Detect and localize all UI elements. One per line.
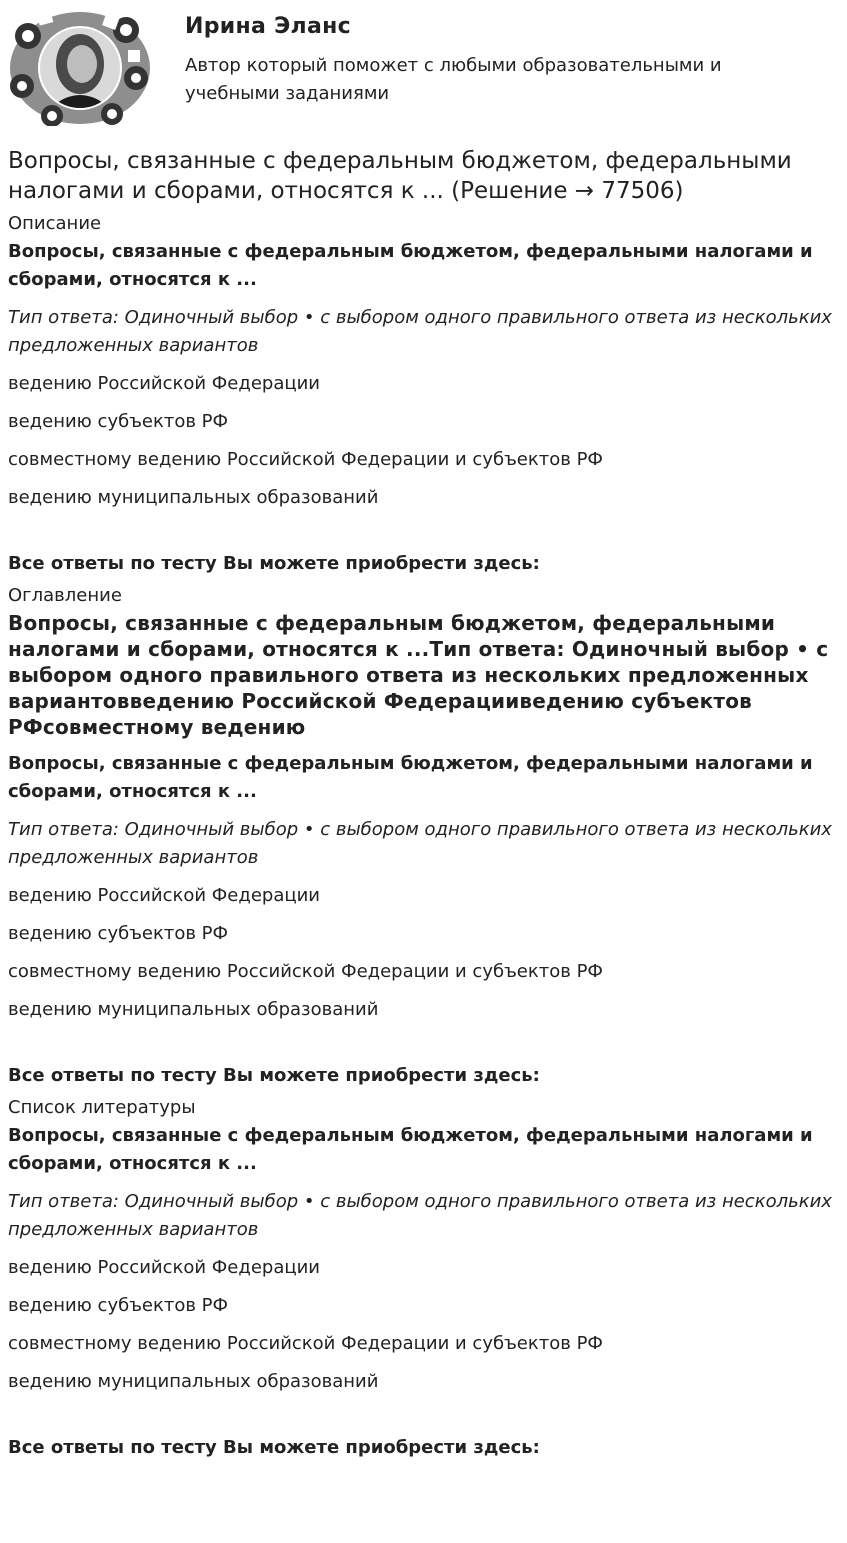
answer-option: совместному ведению Российской Федерации и субъектов РФ — [8, 1333, 603, 1354]
description-section — [8, 212, 840, 578]
answer-type: Тип ответа: Одиночный выбор • с выбором одного правильного ответа из нескольких предложенных вариантов — [8, 1191, 832, 1240]
question-text: Вопросы, связанные с федеральным бюджетом, федеральными налогами и сборами, относятся к ... — [8, 1125, 813, 1174]
buy-answers-text: Все ответы по тесту Вы можете приобрести здесь: — [8, 553, 540, 574]
author-name[interactable]: Ирина Эланс — [185, 14, 351, 39]
answer-option: ведению Российской Федерации — [8, 373, 320, 394]
answer-option: ведению муниципальных образований — [8, 1371, 379, 1392]
page-title: Вопросы, связанные с федеральным бюджетом, федеральными налогами и сборами, относятся к ... (Решение → 77506) — [8, 148, 792, 204]
answer-option: ведению Российской Федерации — [8, 885, 320, 906]
main-content — [8, 146, 840, 1466]
answer-option: ведению муниципальных образований — [8, 487, 379, 508]
question-text: Вопросы, связанные с федеральным бюджетом, федеральными налогами и сборами, относятся к ... — [8, 753, 813, 802]
answer-option: ведению субъектов РФ — [8, 1295, 229, 1316]
contents-summary: Вопросы, связанные с федеральным бюджетом, федеральными налогами и сборами, относятся к ...Тип ответа: Одиночный выбор • с выбором одного правильного ответа из нескольких предложенных вариантовведению Российской Федерацииведению субъектов РФсовместному ведению — [8, 611, 829, 739]
author-description: Автор который поможет с любыми образовательными и учебными заданиями — [185, 55, 722, 104]
buy-answers-text: Все ответы по тесту Вы можете приобрести здесь: — [8, 1065, 540, 1086]
answer-option: совместному ведению Российской Федерации и субъектов РФ — [8, 449, 603, 470]
buy-answers-text: Все ответы по тесту Вы можете приобрести здесь: — [8, 1437, 540, 1458]
question-text: Вопросы, связанные с федеральным бюджетом, федеральными налогами и сборами, относятся к ... — [8, 241, 813, 290]
answer-option: ведению субъектов РФ — [8, 923, 229, 944]
contents-section — [8, 584, 840, 1090]
answer-type: Тип ответа: Одиночный выбор • с выбором одного правильного ответа из нескольких предложенных вариантов — [8, 307, 832, 356]
answer-option: совместному ведению Российской Федерации и субъектов РФ — [8, 961, 603, 982]
answer-option: ведению Российской Федерации — [8, 1257, 320, 1278]
section-label-references: Список литературы — [8, 1097, 196, 1118]
references-section — [8, 1096, 840, 1462]
section-label-description: Описание — [8, 213, 102, 234]
author-card — [8, 6, 839, 126]
author-avatar[interactable] — [8, 6, 150, 126]
answer-option: ведению муниципальных образований — [8, 999, 379, 1020]
answer-option: ведению субъектов РФ — [8, 411, 229, 432]
answer-type: Тип ответа: Одиночный выбор • с выбором одного правильного ответа из нескольких предложенных вариантов — [8, 819, 832, 868]
section-label-contents: Оглавление — [8, 585, 122, 606]
